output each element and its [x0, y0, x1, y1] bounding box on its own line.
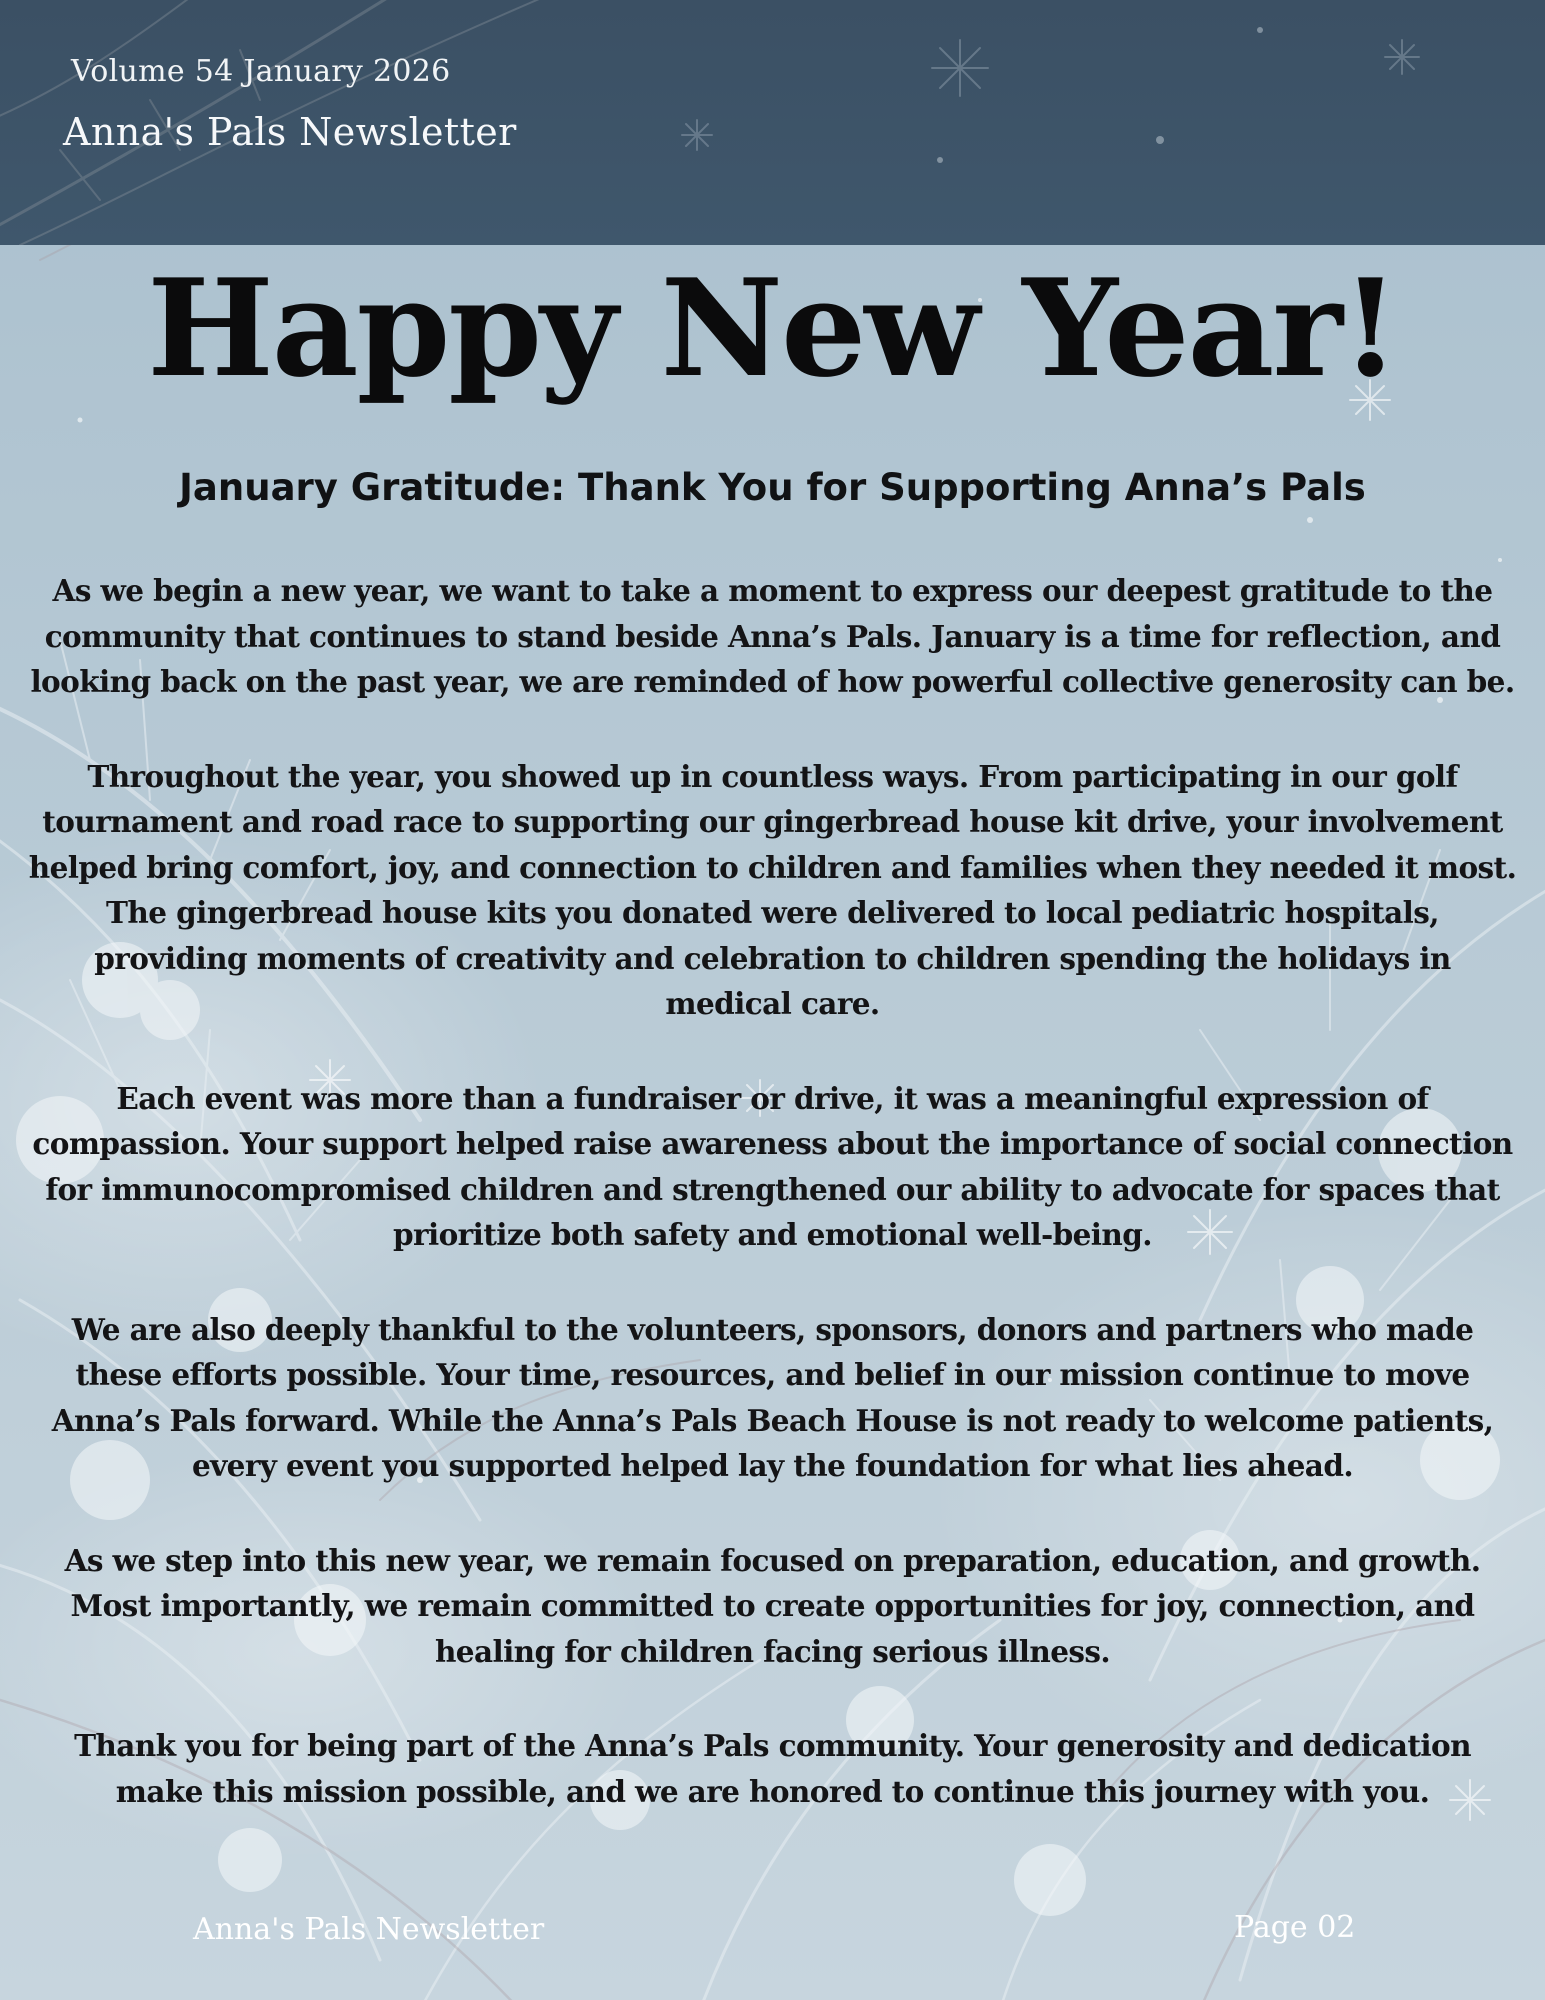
issue-volume-date: Volume 54 January 2026	[71, 54, 451, 89]
page-title: Happy New Year!	[147, 249, 1398, 407]
footer-page-number: Page 02	[1234, 1910, 1356, 1945]
paragraph: Each event was more than a fundraiser or drive, it was a meaningful expression of compassion. Your support helped raise awareness about the importance of social connection for immunocompromised children and strengthened our ability to advocate for spaces that prioritize both safety and emotional well-being.	[32, 1080, 1513, 1252]
paragraph: As we begin a new year, we want to take a moment to express our deepest gratitude to the community that continues to stand beside Anna’s Pals. January is a time for reflection, and looking back on the past year, we are reminded of how powerful collective generosity can be.	[30, 573, 1515, 699]
newsletter-masthead: Anna's Pals Newsletter	[63, 110, 517, 154]
article-subtitle: January Gratitude: Thank You for Supporting Anna’s Pals	[179, 466, 1366, 509]
paragraph: Thank you for being part of the Anna’s Pals community. Your generosity and dedication make this mission possible, and we are honored to continue this journey with you.	[74, 1728, 1471, 1809]
article-body	[28, 568, 1517, 1863]
header-band	[0, 0, 1545, 245]
paragraph: We are also deeply thankful to the volunteers, sponsors, donors and partners who made these efforts possible. Your time, resources, and belief in our mission continue to move Anna’s Pals forward. While the Anna’s Pals Beach House is not ready to welcome patients, every event you supported helped lay the foundation for what lies ahead.	[51, 1311, 1494, 1483]
paragraph: Throughout the year, you showed up in countless ways. From participating in our golf tournament and road race to supporting our gingerbread house kit drive, your involvement helped bring comfort, joy, and connection to children and families when they needed it most. The gingerbread house kits you donated were delivered to local pediatric hospitals, providing moments of creativity and celebration to children spending the holidays in medical care.	[28, 758, 1517, 1021]
paragraph: As we step into this new year, we remain focused on preparation, education, and growth. Most importantly, we remain committed to create opportunities for joy, connection, and healing for children facing serious illness.	[64, 1542, 1481, 1669]
footer-publication-name: Anna's Pals Newsletter	[193, 1912, 545, 1947]
